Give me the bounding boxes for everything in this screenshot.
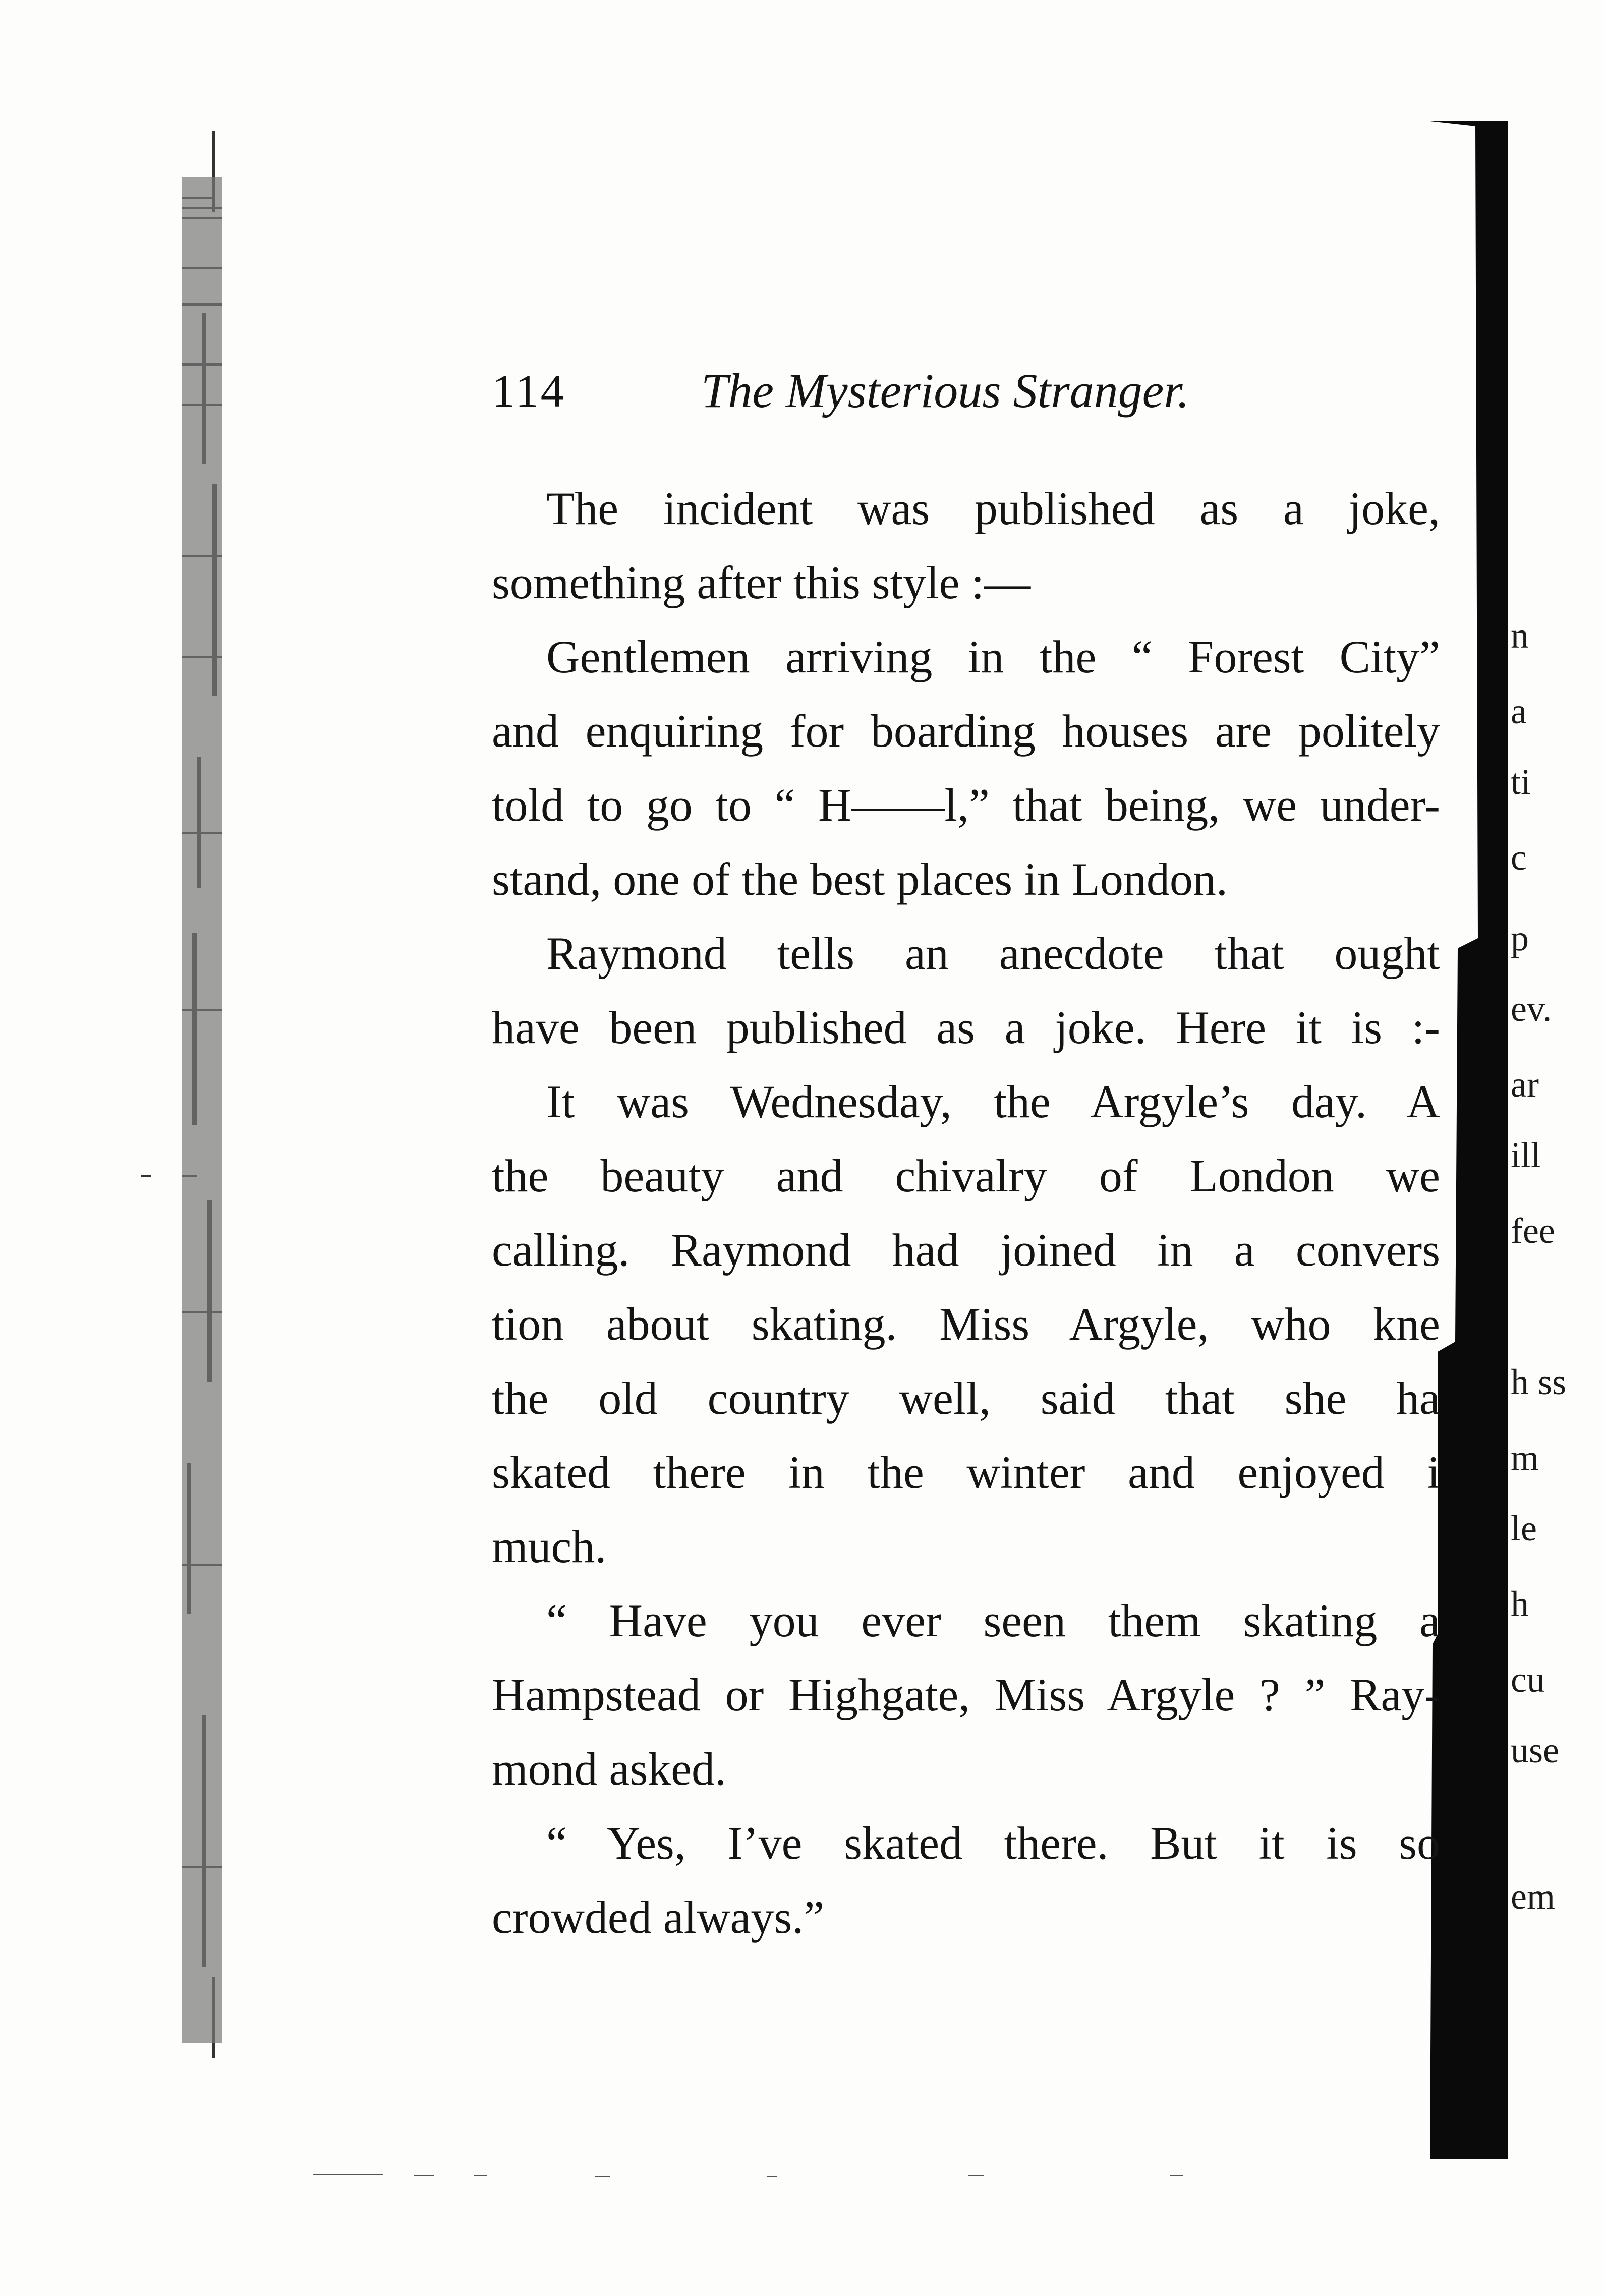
facing-fragment: fee	[1511, 1211, 1555, 1251]
text-line: the beauty and chivalry of London we	[492, 1150, 1440, 1201]
facing-fragment: a	[1511, 691, 1527, 731]
text-line: something after this style :—	[492, 557, 1031, 608]
text-line: and enquiring for boarding houses are politely	[492, 705, 1440, 757]
text-line: The incident was published as a joke,	[546, 483, 1440, 534]
text-line: told to go to “ H——l,” that being, we under-	[492, 779, 1440, 831]
page-number: 114	[492, 365, 566, 417]
facing-fragment: ill	[1511, 1135, 1541, 1175]
text-line: “ Have you ever seen them skating a	[546, 1595, 1440, 1646]
facing-fragment: p	[1511, 918, 1529, 958]
facing-fragment: h	[1511, 1584, 1529, 1624]
text-line: crowded always.”	[492, 1891, 825, 1943]
text-line: Hampstead or Highgate, Miss Argyle ? ” Ray-	[492, 1669, 1440, 1720]
running-title: The Mysterious Stranger.	[701, 364, 1189, 418]
left-gutter-scan-noise	[141, 101, 247, 2058]
facing-fragment: ev.	[1511, 989, 1552, 1029]
text-line: the old country well, said that she ha	[492, 1372, 1440, 1424]
text-line: calling. Raymond had joined in a convers	[492, 1224, 1440, 1276]
facing-fragment: ti	[1511, 762, 1531, 802]
text-line: much.	[492, 1521, 607, 1572]
text-line: skated there in the winter and enjoyed i	[492, 1447, 1440, 1498]
text-line: It was Wednesday, the Argyle’s day. A	[546, 1076, 1440, 1127]
text-line: stand, one of the best places in London.	[492, 853, 1228, 905]
facing-fragment: em	[1511, 1876, 1555, 1917]
body-text	[492, 472, 1440, 1955]
facing-fragment: h ss	[1511, 1362, 1567, 1402]
text-line: Gentlemen arriving in the “ Forest City”	[546, 631, 1440, 682]
facing-fragment: ar	[1511, 1064, 1539, 1105]
text-line: Raymond tells an anecdote that ought	[546, 928, 1440, 979]
text-line: “ Yes, I’ve skated there. But it is so	[546, 1817, 1440, 1869]
bottom-scan-marks	[313, 2169, 1422, 2184]
text-line: tion about skating. Miss Argyle, who kne	[492, 1298, 1440, 1350]
facing-fragment: n	[1511, 615, 1529, 656]
facing-page-fragments	[1511, 0, 1604, 2296]
facing-fragment: c	[1511, 837, 1527, 878]
text-line: mond asked.	[492, 1743, 727, 1795]
facing-fragment: m	[1511, 1438, 1539, 1478]
facing-fragment: use	[1511, 1730, 1559, 1770]
text-line: have been published as a joke. Here it is :-	[492, 1002, 1440, 1053]
facing-fragment: le	[1511, 1508, 1537, 1548]
facing-fragment: cu	[1511, 1659, 1545, 1700]
